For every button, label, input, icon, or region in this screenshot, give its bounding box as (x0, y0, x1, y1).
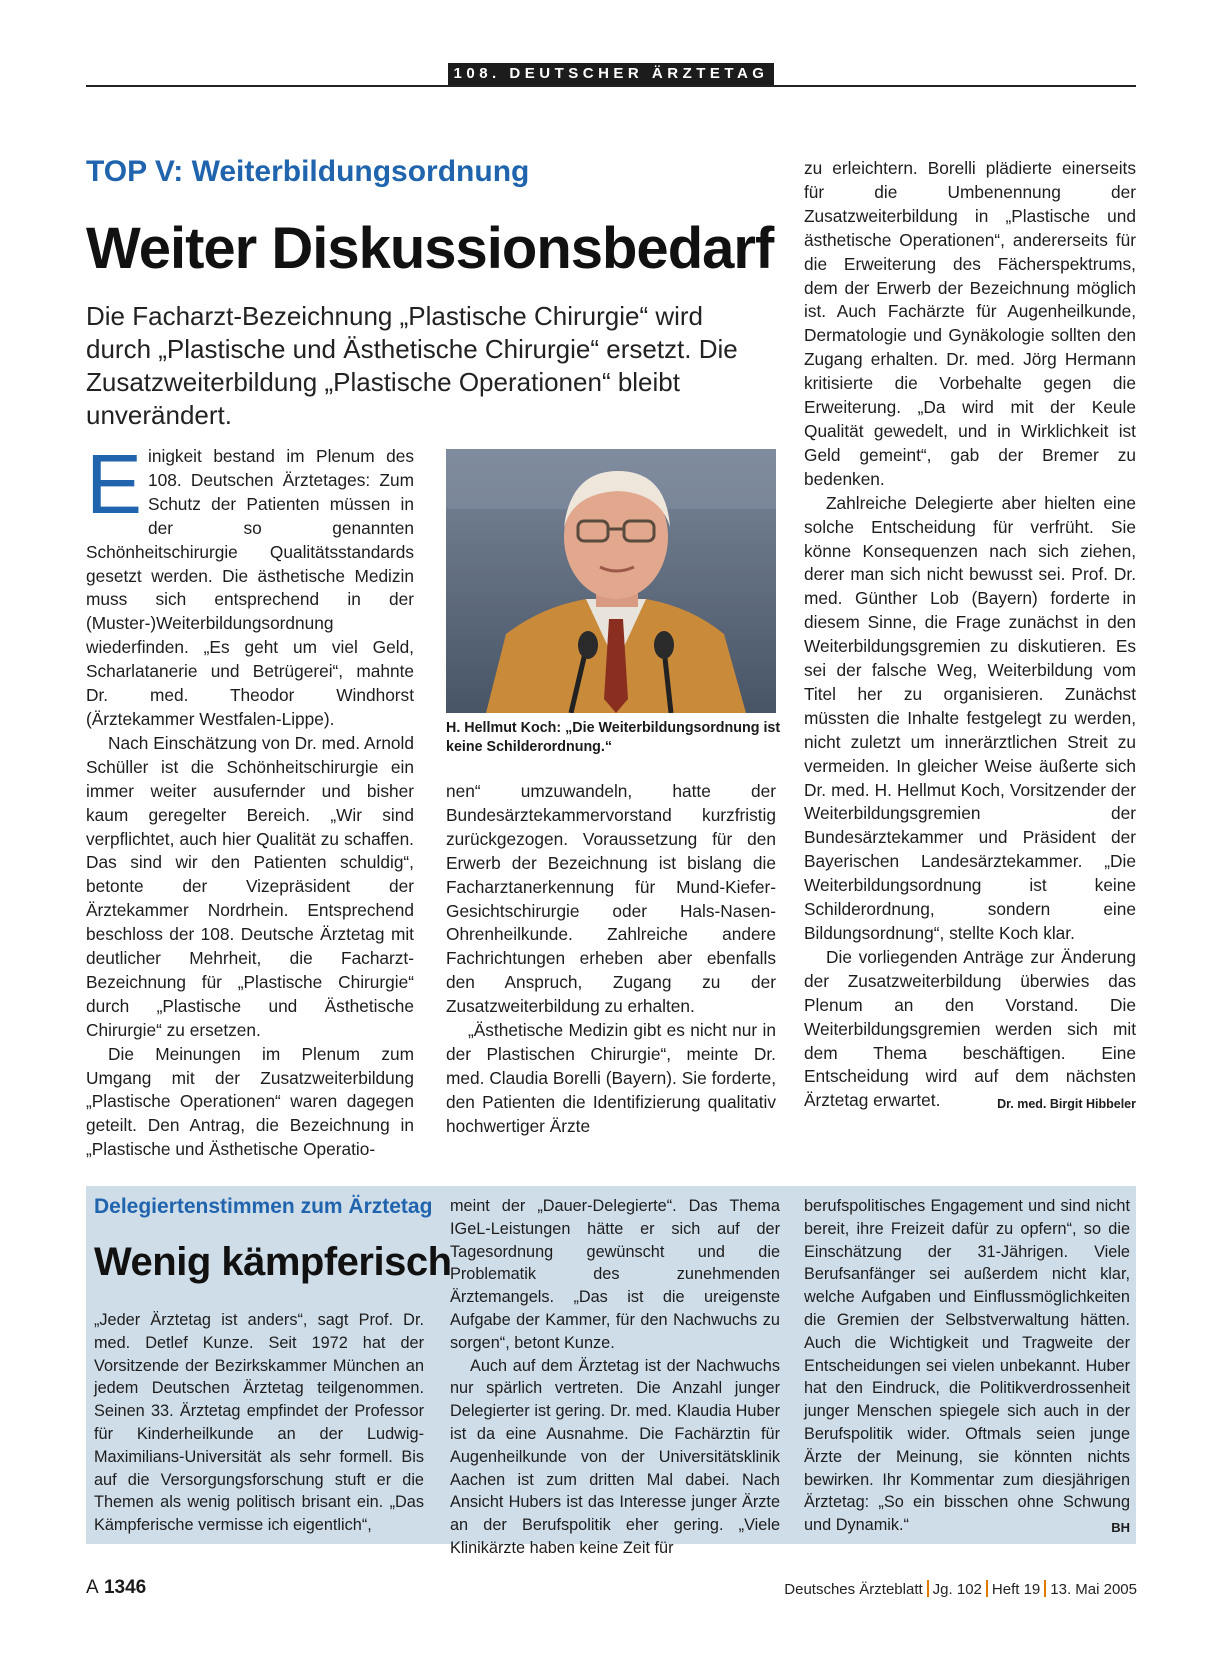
paragraph: Zahlreiche Delegierte aber hielten eine solche Entscheidung für verfrüht. Sie könne Konsequenzen nach sich ziehen, derer man sich nicht bewusst sei. Prof. Dr. med. Günther Lob (Bayern) forderte in diesem Sinne, die Frage zunächst in den Weiterbildungsgremien zu diskutieren. Es sei der falsche Weg, Weiterbildung vom Titel her zu organisieren. Zunächst müssten die Inhalte festgelegt zu werden, nicht zuletzt um innerärztlichen Streit zu vermeiden. In gleicher Weise äußerte sich Dr. med. H. Hellmut Koch, Vorsitzender der Weiterbildungsgremien der Bundesärztekammer und Präsident der Bayerischen Landesärztekammer. „Die Weiterbildungsordnung ist keine Schilderordnung, sondern eine Bildungsordnung“, stellte Koch klar. (804, 492, 1136, 943)
speaker-photo (446, 449, 776, 713)
journal-name: Deutsches Ärzteblatt (784, 1581, 923, 1598)
paragraph: Die Meinungen im Plenum zum Umgang mit der Zusatzweiterbildung „Plastische Operationen“ waren dagegen geteilt. Den Antrag, die Bezeichnung in „Plastische und Ästhetische Operatio- (86, 1043, 414, 1160)
photo-caption: H. Hellmut Koch: „Die Weiterbildungsordnung ist keine Schilderordnung.“ (446, 720, 781, 755)
box-column-1 (94, 1309, 424, 1537)
journal-date: 13. Mai 2005 (1050, 1581, 1137, 1598)
journal-footer (784, 1580, 1137, 1598)
speaker-photo-illustration (446, 449, 776, 713)
paragraph: Nach Einschätzung von Dr. med. Arnold Schüller ist die Schönheitschirurgie ein immer weiter ausufernder und bisher kaum geregelter Bereich. „Wir sind verpflichtet, auch hier Qualität zu schaffen. Das sind wir den Patienten schuldig“, betonte der Vizepräsident der Ärztekammer Nordrhein. Entsprechend beschloss der 108. Deutsche Ärztetag mit deutlicher Mehrheit, die Facharzt-Bezeichnung für „Plastische Chirurgie“ durch „Plastische und Ästhetische Chirurgie“ zu ersetzen. (86, 732, 414, 1040)
paragraph: Auch auf dem Ärztetag ist der Nachwuchs nur spärlich vertreten. Die Anzahl junger Delegierter ist gering. Dr. med. Klaudia Huber ist da eine Ausnahme. Die Fachärztin für Augenheilkunde von der Universitätsklinik Aachen ist zum dritten Mal dabei. Nach Ansicht Hubers ist das Interesse junger Ärzte an der Berufspolitik eher gering. „Viele Klinikärzte haben keine Zeit für (450, 1356, 780, 1557)
paragraph: nen“ umzuwandeln, hatte der Bundesärztekammervorstand kurzfristig zurückgezogen. Voraussetzung für den Erwerb der Bezeichnung ist bislang die Facharztanerkennung für Mund-Kiefer-Gesichtschirurgie oder Hals-Nasen-Ohrenheilkunde. Zahlreiche andere Fachrichtungen erheben aber ebenfalls den Anspruch, Zugang zu der Zusatzweiterbildung zu erhalten. (446, 781, 776, 1017)
journal-volume: Jg. 102 (932, 1581, 982, 1598)
paragraph: meint der „Dauer-Delegierte“. Das Thema IGeL-Leistungen hätte er sich auf der Tagesordnung gewünscht und die Problematik des zunehmenden Ärztemangels. „Das ist die ureigenste Aufgabe der Kammer, für den Nachwuchs zu sorgen“, betont Kunze. (450, 1197, 780, 1352)
page-prefix: A (86, 1577, 99, 1598)
footer-separator (986, 1580, 988, 1597)
box-column-2 (450, 1195, 780, 1560)
header-rule (86, 85, 1136, 87)
box-headline: Wenig kämpferisch (94, 1240, 452, 1284)
page-number (86, 1577, 146, 1599)
author-name: Dr. med. Birgit Hibbeler (997, 1097, 1136, 1112)
drop-cap: E (86, 437, 143, 531)
article-kicker: TOP V: Weiterbildungsordnung (86, 155, 530, 188)
article-column-3 (804, 157, 1136, 1117)
page-number-value: 1346 (103, 1577, 147, 1598)
paragraph: „Jeder Ärztetag ist anders“, sagt Prof. Dr. med. Detlef Kunze. Seit 1972 hat der Vorsitzende der Bezirkskammer München an jedem Deutschen Ärztetag teilgenommen. Seinen 33. Ärztetag empfindet der Professor für Kinderheilkunde an der Ludwig-Maximilians-Universität als sehr formell. Bis auf die Versorgungsforschung stuft er die Themen als wenig politisch brisant ein. „Das Kämpferische vermisse ich eigentlich“, (94, 1311, 424, 1535)
article-lead: Die Facharzt-Bezeichnung „Plastische Chirurgie“ wird durch „Plastische und Ästhetische Chirurgie“ ersetzt. Die Zusatzweiterbildung „Plastische Operationen“ bleibt unverändert. (86, 301, 738, 430)
paragraph: Die vorliegenden Anträge zur Änderung der Zusatzweiterbildung überwies das Plenum an den Vorstand. Die Weiterbildungsgremien werden sich mit dem Thema beschäftigen. Eine Entscheidung wird auf dem nächsten Ärztetag erwartet. Dr. med. Birgit Hibbeler (804, 946, 1136, 1113)
footer-separator (1044, 1580, 1046, 1597)
paragraph: zu erleichtern. Borelli plädierte einerseits für die Umbenennung der Zusatzweiterbildung in „Plastische und ästhetische Operationen“, andererseits für die Erweiterung des Fächerspektrums, dem der Erwerb der Bezeichnung möglich ist. Auch Fachärzte für Augenheilkunde, Dermatologie und Gynäkologie sollten den Zugang erhalten. Dr. med. Jörg Hermann kritisierte die Vorbehalte gegen die Erweiterung. „Da wird mit der Keule Qualität gewedelt, und in Wirklichkeit ist Geld gemeint“, gab der Bremer zu bedenken. (804, 158, 1136, 489)
article-column-2 (446, 780, 776, 1139)
paragraph: Einigkeit bestand im Plenum des 108. Deutschen Ärztetages: Zum Schutz der Patienten müssen in der so genannten Schönheitschirurgie Qualitätsstandards gesetzt werden. Die ästhetische Medizin muss sich entsprechend in der (Muster-)Weiterbildungsordnung wiederfinden. „Es geht um viel Geld, Scharlatanerie und Betrügerei“, mahnte Dr. med. Theodor Windhorst (Ärztekammer Westfalen-Lippe). (86, 437, 414, 729)
article-column-1 (86, 437, 414, 1162)
section-label: 108. DEUTSCHER ÄRZTETAG (448, 63, 774, 85)
box-column-3 (804, 1195, 1130, 1540)
paragraph: berufspolitisches Engagement und sind nicht bereit, ihre Freizeit dafür zu opfern“, so die Einschätzung der 31-Jährigen. Viele Berufsanfänger sei außerdem nicht klar, welche Aufgaben und Einflussmöglichkeiten die Gremien der Selbstverwaltung hätten. Auch die Wichtigkeit und Tragweite der Entscheidungen sei vielen unbekannt. Huber hat den Eindruck, die Politikverdrossenheit junger Menschen spiegele sich auch in der Berufspolitik wider. Oftmals seien junge Ärzte der Meinung, sie könnten nichts bewirken. Ihr Kommentar zum diesjährigen Ärztetag: „So ein bisschen ohne Schwung und Dynamik.“ BH (804, 1195, 1130, 1537)
author-initials: BH (1111, 1520, 1130, 1536)
article-headline: Weiter Diskussionsbedarf (86, 216, 774, 281)
box-kicker: Delegiertenstimmen zum Ärztetag (94, 1195, 433, 1218)
journal-issue: Heft 19 (991, 1581, 1041, 1598)
footer-separator (927, 1580, 929, 1597)
paragraph: „Ästhetische Medizin gibt es nicht nur in der Plastischen Chirurgie“, meinte Dr. med. Claudia Borelli (Bayern). Sie forderte, den Patienten die Identifizierung qualitativ hochwertiger Ärzte (446, 1020, 776, 1136)
